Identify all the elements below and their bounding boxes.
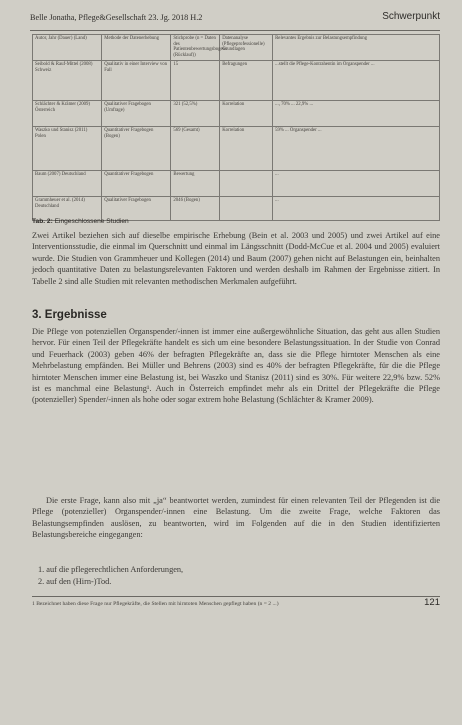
table-row xyxy=(33,60,440,100)
body-paragraph: Die Pflege von potenziellen Organspender/-innen ist immer eine außergewöhnliche Situation, das geht aus allen Studien hervor. Für einen Teil der Pflegekräfte handelt es sich um eine besondere Belastungssituation. In der Studie von Conrad und Feuerhack (2003) geben 46% der befragten Pflegekräfte an, dass sie die Pflege hirntoter Menschen als eine Mehrbelastung empfänden. Bei Müller und Behrens (2003) sind es 40% der befragten Pflegekräfte, für die die Pflege hirntoter Menschen immer eine Belastung ist, bei Waszko und Stanisz (2011) sind es 30%. Für weitere 22,9% bzw. 52% ist es manchmal eine Belastung¹. Auch in Österreich empfindet mehr als ein Drittel der Pflegekräfte die Pflege (potenzieller) Spender/-innen als hohe oder sogar extrem hohe Belastung (Schlächter & Kramer 2009). xyxy=(32,327,440,405)
table-cell xyxy=(220,196,273,220)
table-cell: ..., 70% ... 22,9% ... xyxy=(273,100,440,126)
body-paragraph: Die erste Frage, kann also mit „ja“ beantwortet werden, zumindest für einen relevanten Teil der Pflegenden ist die Pflege (potenzieller) Organspender/-innen eine Belastung. Um die zweite Frage, welche Faktoren das Belastungsempfinden auslösen, zu beantworten, wird im Folgenden auf die in den Studien identifizierten Belastungsbereiche eingegangen: xyxy=(32,496,440,540)
running-header xyxy=(30,10,440,31)
table-header-cell: Methode der Datenerhebung xyxy=(102,35,171,61)
table-cell: 15 xyxy=(171,60,220,100)
table-cell: ... xyxy=(273,196,440,220)
table-row xyxy=(33,126,440,170)
page-number: 121 xyxy=(424,597,440,608)
table-cell: 2046 (Bogen) xyxy=(171,196,220,220)
table-cell: Quantitativer Fragebogen xyxy=(102,170,171,196)
table-cell: Waszko und Stanisz (2011) Polen xyxy=(33,126,102,170)
footnote: 1 Bezeichnet haben diese Frage nur Pflegekräfte, die Stellen mit hirntoten Menschen gepflegt haben (n = 2 ...) xyxy=(32,596,440,607)
section-label: Schwerpunkt xyxy=(382,11,440,22)
list-item: 2. auf den (Hirn-)Tod. xyxy=(38,577,112,586)
caption-label: Tab. 2: xyxy=(32,218,53,225)
table-row xyxy=(33,100,440,126)
table-row xyxy=(33,170,440,196)
table-cell: ...stellt die Pflege-Kontrahentin im Organspender ... xyxy=(273,60,440,100)
studies-table xyxy=(32,34,440,221)
caption-text: Eingeschlossene Studien xyxy=(54,218,129,225)
table-cell: Korrelation xyxy=(220,100,273,126)
table-cell: 321 (52,5%) xyxy=(171,100,220,126)
table-header-cell: Autor, Jahr (Dauer) (Land) xyxy=(33,35,102,61)
table-cell: 59% ... Organspender ... xyxy=(273,126,440,170)
table-cell xyxy=(220,170,273,196)
table-cell: Korrelation xyxy=(220,126,273,170)
list-item: 1. auf die pflegerechtlichen Anforderungen, xyxy=(38,565,184,574)
table-header-cell: Stichprobe (n = Daten des Patientenbewertungsbogens (Rücklauf)) xyxy=(171,35,220,61)
body-paragraph: Zwei Artikel beziehen sich auf dieselbe empirische Erhebung (Bein et al. 2003 und 2005) und zwei Artikel auf eine Interventionsstudie, die einmal im Querschnitt und einmal im Längsschnitt (Dodd-McCue et al. 2004 und 2005) evaluiert wurde. Die Studien von Grammheuer und Kollegen (2014) und Baum (2007) gehen nicht auf Belastungen ein, beinhalten jedoch quantitative Daten zu belastungsrelevanten Faktoren und werden deshalb im Rahmen der Ergebnisse zitiert. In Tabelle 2 sind alle Studien mit relevanten methodischen Merkmalen aufgeführt. xyxy=(32,231,440,286)
table-cell: Quantitativer Fragebogen (Bogen) xyxy=(102,126,171,170)
table-header-row xyxy=(33,35,440,61)
table-cell: Qualitativ in einer Interview von Fall xyxy=(102,60,171,100)
table-cell: Baum (2007) Deutschland xyxy=(33,170,102,196)
table-cell: Qualitativer Fragebogen (Umfrage) xyxy=(102,100,171,126)
numbered-list xyxy=(38,564,183,588)
table-header-cell: Datenanalyse (Pflegeprofessionelle) Grundlagen xyxy=(220,35,273,61)
table-cell: ... xyxy=(273,170,440,196)
table-cell: Seibold & Rauf-Mittel (2008) Schweiz xyxy=(33,60,102,100)
table-header-cell: Relevantes Ergebnis zur Belastungsempfindung xyxy=(273,35,440,61)
table-caption xyxy=(32,218,129,225)
table-cell: Qualitativer Fragebogen xyxy=(102,196,171,220)
journal-citation: Belle Jonatha, Pflege&Gesellschaft 23. Jg. 2018 H.2 xyxy=(30,13,203,22)
table-cell: 569 (Gesamt) xyxy=(171,126,220,170)
table-cell: Bewertung xyxy=(171,170,220,196)
table-cell: Grammheuer et al. (2014) Deutschland xyxy=(33,196,102,220)
section-heading: 3. Ergebnisse xyxy=(32,309,107,321)
table-cell: Schlächter & Krämer (2009) Österreich xyxy=(33,100,102,126)
table-row xyxy=(33,196,440,220)
table-cell: Befragungen xyxy=(220,60,273,100)
